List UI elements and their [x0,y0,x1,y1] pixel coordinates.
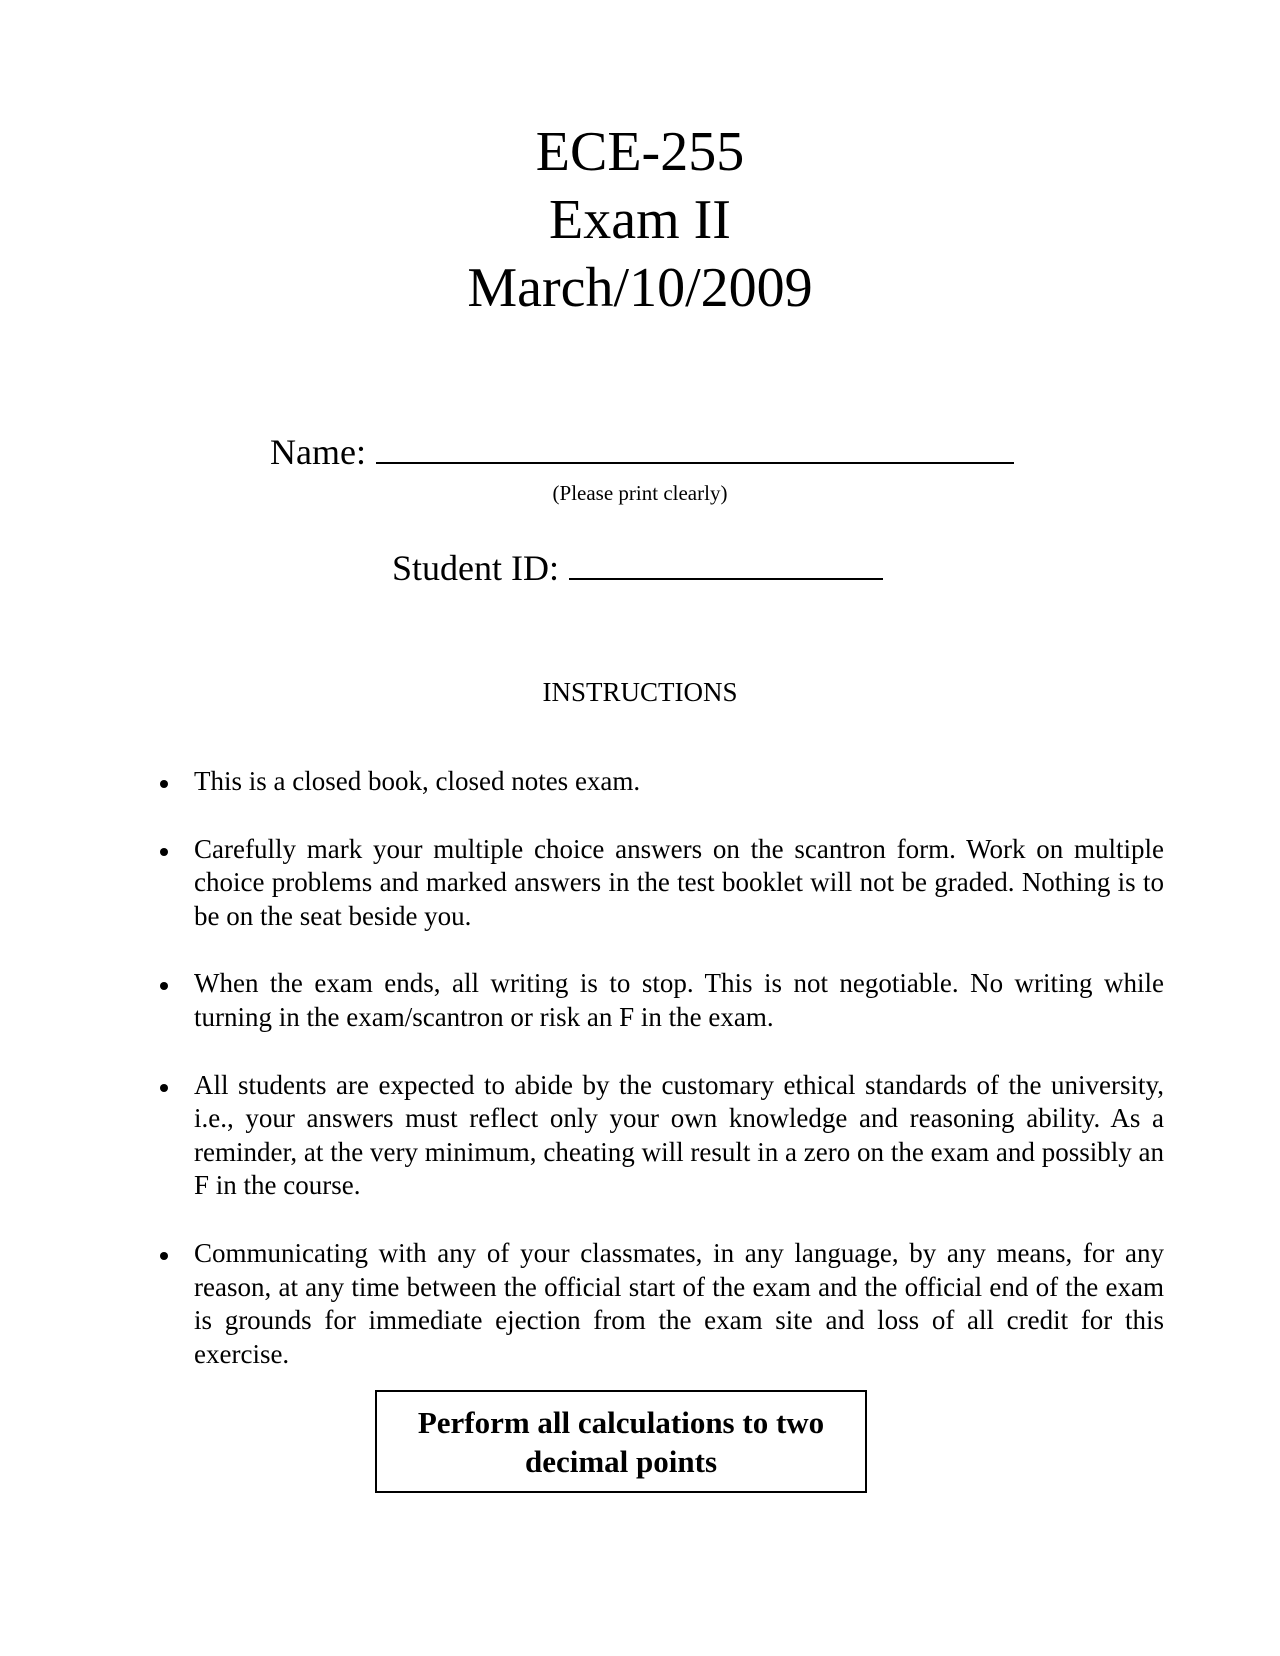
instruction-item [154,1237,1164,1371]
name-blank-line [376,436,1014,464]
calculation-note-text: Perform all calculations to two decimal points [417,1404,825,1479]
instruction-item [154,1069,1164,1203]
instruction-text: This is a closed book, closed notes exam. [194,766,641,796]
student-id-label: Student ID: [392,548,559,588]
calculation-note-box [375,1390,867,1493]
instructions-heading: INSTRUCTIONS [542,677,738,707]
instruction-item [154,765,1164,799]
bullet-icon [160,982,168,990]
instruction-text: All students are expected to abide by the customary ethical standards of the university, i.e., your answers must reflect only your own knowledge and reasoning ability. As a reminder, at the very minimum, cheating will result in a zero on the exam and possibly an F in the course. [194,1069,1164,1201]
title-block [0,118,1280,322]
name-label: Name: [270,432,366,472]
name-field-row [270,430,1014,474]
instructions-list [154,765,1164,1371]
instruction-text: When the exam ends, all writing is to stop. This is not negotiable. No writing while turning in the exam/scantron or risk an F in the exam. [194,968,1164,1032]
instruction-item [154,833,1164,934]
instruction-text: Carefully mark your multiple choice answers on the scantron form. Work on multiple choice problems and marked answers in the test booklet will not be graded. Nothing is to be on the seat beside you. [194,833,1164,931]
bullet-icon [160,780,168,788]
instruction-item [154,967,1164,1034]
bullet-icon [160,1084,168,1092]
bullet-icon [160,1252,168,1260]
course-title: ECE-255 [535,121,745,183]
exam-date: March/10/2009 [467,257,813,319]
bullet-icon [160,848,168,856]
instruction-text: Communicating with any of your classmates, in any language, by any means, for any reason, at any time between the official start of the exam and the official end of the exam is grounds for immediate ejection from the exam site and loss of all credit for this exercise. [194,1237,1164,1369]
exam-title: Exam II [549,189,731,251]
student-id-field-row [392,546,883,590]
student-id-blank-line [569,552,883,580]
name-hint: (Please print clearly) [552,481,728,505]
